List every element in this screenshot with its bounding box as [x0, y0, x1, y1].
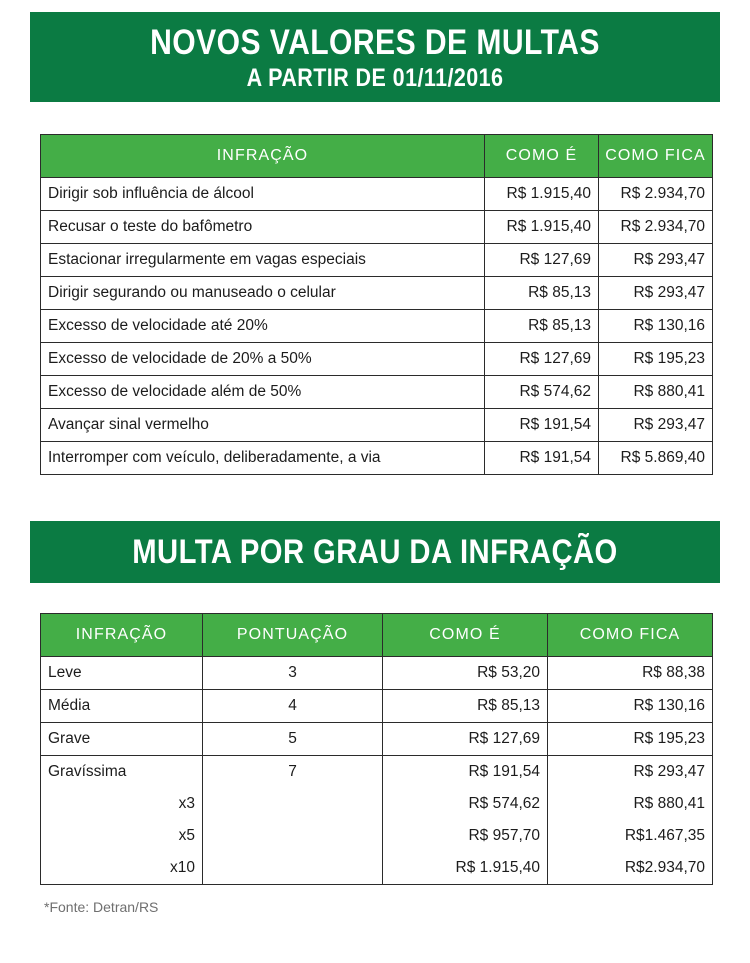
- cell-infracao: Interromper com veículo, deliberadamente, a via: [41, 442, 485, 475]
- table-row: [41, 211, 713, 244]
- table-row: [41, 756, 713, 789]
- table-row: [41, 178, 713, 211]
- table-row: [41, 310, 713, 343]
- cell-infracao: Excesso de velocidade além de 50%: [41, 376, 485, 409]
- cell-pontuacao: 5: [203, 723, 383, 756]
- source-footnote: *Fonte: Detran/RS: [44, 899, 159, 915]
- cell-como-e: R$ 191,54: [383, 756, 548, 789]
- cell-infracao: Estacionar irregularmente em vagas especiais: [41, 244, 485, 277]
- cell-como-e: R$ 1.915,40: [383, 852, 548, 885]
- fines-table-two-container: [40, 613, 712, 885]
- table-one-header-row: [41, 135, 713, 178]
- table-row: [41, 820, 713, 852]
- cell-pontuacao: 3: [203, 657, 383, 690]
- table-two-header-row: [41, 614, 713, 657]
- cell-como-fica: R$ 880,41: [599, 376, 713, 409]
- cell-como-fica: R$1.467,35: [548, 820, 713, 852]
- table-row: [41, 409, 713, 442]
- table-row: [41, 343, 713, 376]
- cell-infracao: Excesso de velocidade até 20%: [41, 310, 485, 343]
- fines-table-two: [40, 613, 713, 885]
- cell-infracao: Dirigir segurando ou manuseado o celular: [41, 277, 485, 310]
- cell-infracao: Leve: [41, 657, 203, 690]
- cell-pontuacao: 7: [203, 756, 383, 789]
- cell-como-fica: R$ 130,16: [548, 690, 713, 723]
- table-two-body: [41, 657, 713, 885]
- cell-como-e: R$ 191,54: [485, 442, 599, 475]
- cell-como-e: R$ 85,13: [383, 690, 548, 723]
- cell-como-e: R$ 127,69: [485, 244, 599, 277]
- cell-como-fica: R$ 5.869,40: [599, 442, 713, 475]
- table-one-col-infracao: INFRAÇÃO: [41, 135, 485, 178]
- cell-como-fica: R$ 88,38: [548, 657, 713, 690]
- cell-como-fica: R$ 880,41: [548, 788, 713, 820]
- table-one-body: [41, 178, 713, 475]
- cell-infracao: x3: [41, 788, 203, 820]
- cell-como-e: R$ 53,20: [383, 657, 548, 690]
- cell-como-fica: R$ 2.934,70: [599, 211, 713, 244]
- cell-como-fica: R$ 130,16: [599, 310, 713, 343]
- table-two-col-como-fica: COMO FICA: [548, 614, 713, 657]
- cell-como-e: R$ 1.915,40: [485, 211, 599, 244]
- cell-infracao: Grave: [41, 723, 203, 756]
- cell-pontuacao: [203, 788, 383, 820]
- main-banner-subtitle: A PARTIR DE 01/11/2016: [246, 64, 504, 92]
- cell-infracao: Dirigir sob influência de álcool: [41, 178, 485, 211]
- cell-como-fica: R$ 195,23: [599, 343, 713, 376]
- table-two-col-infracao: INFRAÇÃO: [41, 614, 203, 657]
- cell-como-fica: R$ 293,47: [599, 277, 713, 310]
- secondary-banner-title: MULTA POR GRAU DA INFRAÇÃO: [132, 533, 618, 571]
- cell-infracao: Recusar o teste do bafômetro: [41, 211, 485, 244]
- cell-como-fica: R$ 293,47: [548, 756, 713, 789]
- table-row: [41, 376, 713, 409]
- cell-como-e: R$ 85,13: [485, 310, 599, 343]
- table-row: [41, 442, 713, 475]
- cell-como-fica: R$ 293,47: [599, 409, 713, 442]
- cell-infracao: x5: [41, 820, 203, 852]
- cell-pontuacao: [203, 852, 383, 885]
- fines-table-one: [40, 134, 713, 475]
- table-two-col-pontuacao: PONTUAÇÃO: [203, 614, 383, 657]
- cell-pontuacao: [203, 820, 383, 852]
- table-row: [41, 723, 713, 756]
- cell-como-e: R$ 127,69: [383, 723, 548, 756]
- cell-infracao: Média: [41, 690, 203, 723]
- table-row: [41, 788, 713, 820]
- cell-infracao: x10: [41, 852, 203, 885]
- cell-como-e: R$ 957,70: [383, 820, 548, 852]
- table-one-col-como-e: COMO É: [485, 135, 599, 178]
- cell-infracao: Avançar sinal vermelho: [41, 409, 485, 442]
- table-row: [41, 852, 713, 885]
- cell-como-e: R$ 127,69: [485, 343, 599, 376]
- cell-como-fica: R$2.934,70: [548, 852, 713, 885]
- cell-como-e: R$ 574,62: [485, 376, 599, 409]
- poster-page: [0, 12, 750, 963]
- cell-pontuacao: 4: [203, 690, 383, 723]
- secondary-banner: [30, 521, 720, 583]
- cell-infracao: Excesso de velocidade de 20% a 50%: [41, 343, 485, 376]
- cell-como-e: R$ 191,54: [485, 409, 599, 442]
- cell-como-e: R$ 574,62: [383, 788, 548, 820]
- table-row: [41, 277, 713, 310]
- main-banner: [30, 12, 720, 102]
- fines-table-one-container: [40, 134, 712, 475]
- cell-como-fica: R$ 195,23: [548, 723, 713, 756]
- table-one-col-como-fica: COMO FICA: [599, 135, 713, 178]
- main-banner-title: NOVOS VALORES DE MULTAS: [150, 23, 600, 62]
- cell-como-e: R$ 1.915,40: [485, 178, 599, 211]
- cell-como-e: R$ 85,13: [485, 277, 599, 310]
- cell-como-fica: R$ 293,47: [599, 244, 713, 277]
- table-two-col-como-e: COMO É: [383, 614, 548, 657]
- table-row: [41, 690, 713, 723]
- table-row: [41, 657, 713, 690]
- cell-infracao: Gravíssima: [41, 756, 203, 789]
- table-row: [41, 244, 713, 277]
- cell-como-fica: R$ 2.934,70: [599, 178, 713, 211]
